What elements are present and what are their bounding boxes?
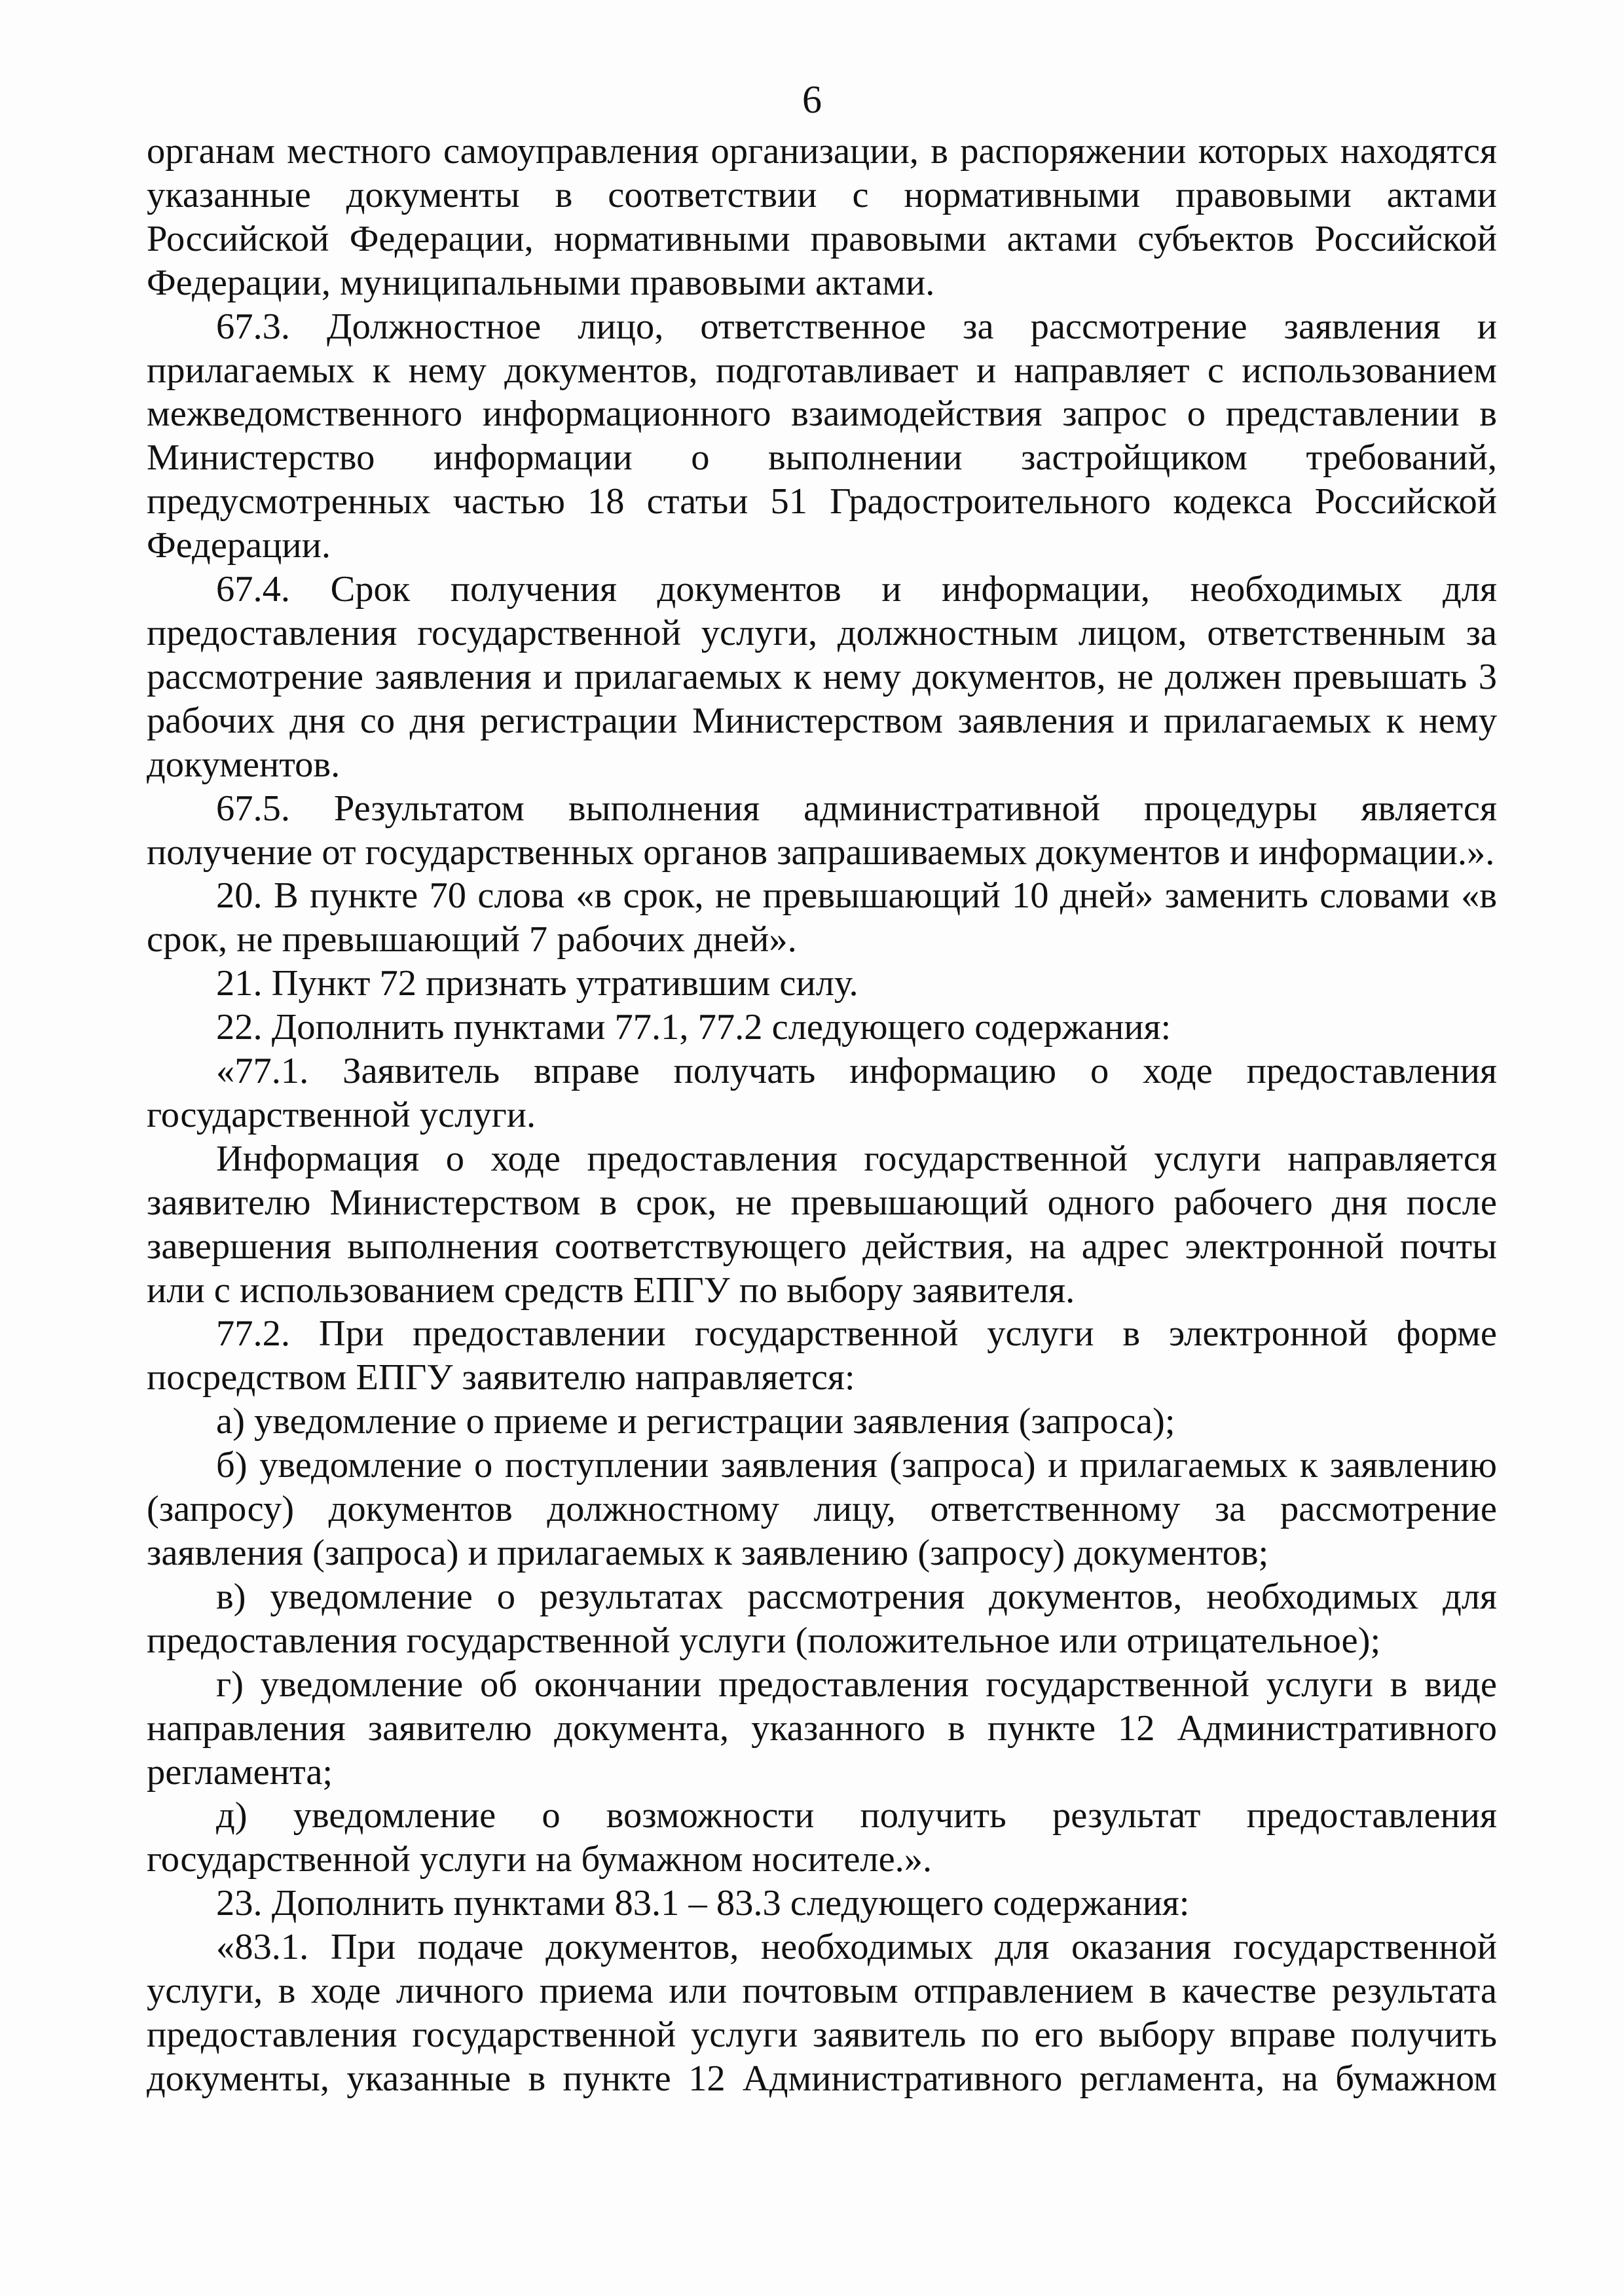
paragraph-continuation: органам местного самоуправления организации, в распоряжении которых находятся указанные документы в соответствии с нормативными правовыми актами Российской Федерации, нормативными правовыми актами субъектов Российской Федерации, муниципальными правовыми актами. [147,131,1497,303]
paragraph-67-4: 67.4. Срок получения документов и информации, необходимых для предоставления государственной услуги, должностным лицом, ответственным за рассмотрение заявления и прилагаемых к нему документов, не должен превышать 3 рабочих дня со дня регистрации Министерством заявления и прилагаемых к нему документов. [147,569,1497,785]
list-item-d: д) уведомление о возможности получить результат предоставления государственной услуги на бумажном носителе.». [147,1795,1497,1880]
paragraph-77-2: 77.2. При предоставлении государственной услуги в электронной форме посредством ЕПГУ заявителю направляется: [147,1313,1497,1398]
list-item-b: б) уведомление о поступлении заявления (запроса) и прилагаемых к заявлению (запросу) документов должностному лицу, ответственному за рассмотрение заявления (запроса) и прилагаемых к заявлению (запросу) документов; [147,1445,1497,1573]
document-body [147,130,1497,2101]
paragraph-67-5: 67.5. Результатом выполнения административной процедуры является получение от государственных органов запрашиваемых документов и информации.». [147,788,1497,873]
paragraph-item-23: 23. Дополнить пунктами 83.1 – 83.3 следующего содержания: [216,1883,1190,1924]
list-item-v: в) уведомление о результатах рассмотрения документов, необходимых для предоставления государственной услуги (положительное или отрицательное); [147,1576,1497,1661]
paragraph-77-1-info: Информация о ходе предоставления государственной услуги направляется заявителю Министерством в срок, не превышающий одного рабочего дня после завершения выполнения соответствующего действия, на адрес электронной почты или с использованием средств ЕПГУ по выбору заявителя. [147,1138,1497,1311]
list-item-a: а) уведомление о приеме и регистрации заявления (запроса); [216,1401,1175,1442]
paragraph-item-21: 21. Пункт 72 признать утратившим силу. [216,963,858,1004]
paragraph-item-20: 20. В пункте 70 слова «в срок, не превышающий 10 дней» заменить словами «в срок, не превышающий 7 рабочих дней». [147,875,1497,960]
list-item-g: г) уведомление об окончании предоставления государственной услуги в виде направления заявителю документа, указанного в пункте 12 Административного регламента; [147,1664,1497,1793]
paragraph-item-22: 22. Дополнить пунктами 77.1, 77.2 следующего содержания: [216,1007,1172,1048]
page-number: 6 [802,78,822,121]
paragraph-67-3: 67.3. Должностное лицо, ответственное за рассмотрение заявления и прилагаемых к нему документов, подготавливает и направляет с использованием межведомственного информационного взаимодействия запрос о представлении в Министерство информации о выполнении застройщиком требований, предусмотренных частью 18 статьи 51 Градостроительного кодекса Российской Федерации. [147,306,1497,566]
paragraph-83-1: «83.1. При подаче документов, необходимых для оказания государственной услуги, в ходе личного приема или почтовым отправлением в качестве результата предоставления государственной услуги заявитель по его выбору вправе получить документы, указанные в пункте 12 Административного регламента, на бумажном [147,1927,1497,2099]
paragraph-77-1: «77.1. Заявитель вправе получать информацию о ходе предоставления государственной услуги. [147,1051,1497,1135]
